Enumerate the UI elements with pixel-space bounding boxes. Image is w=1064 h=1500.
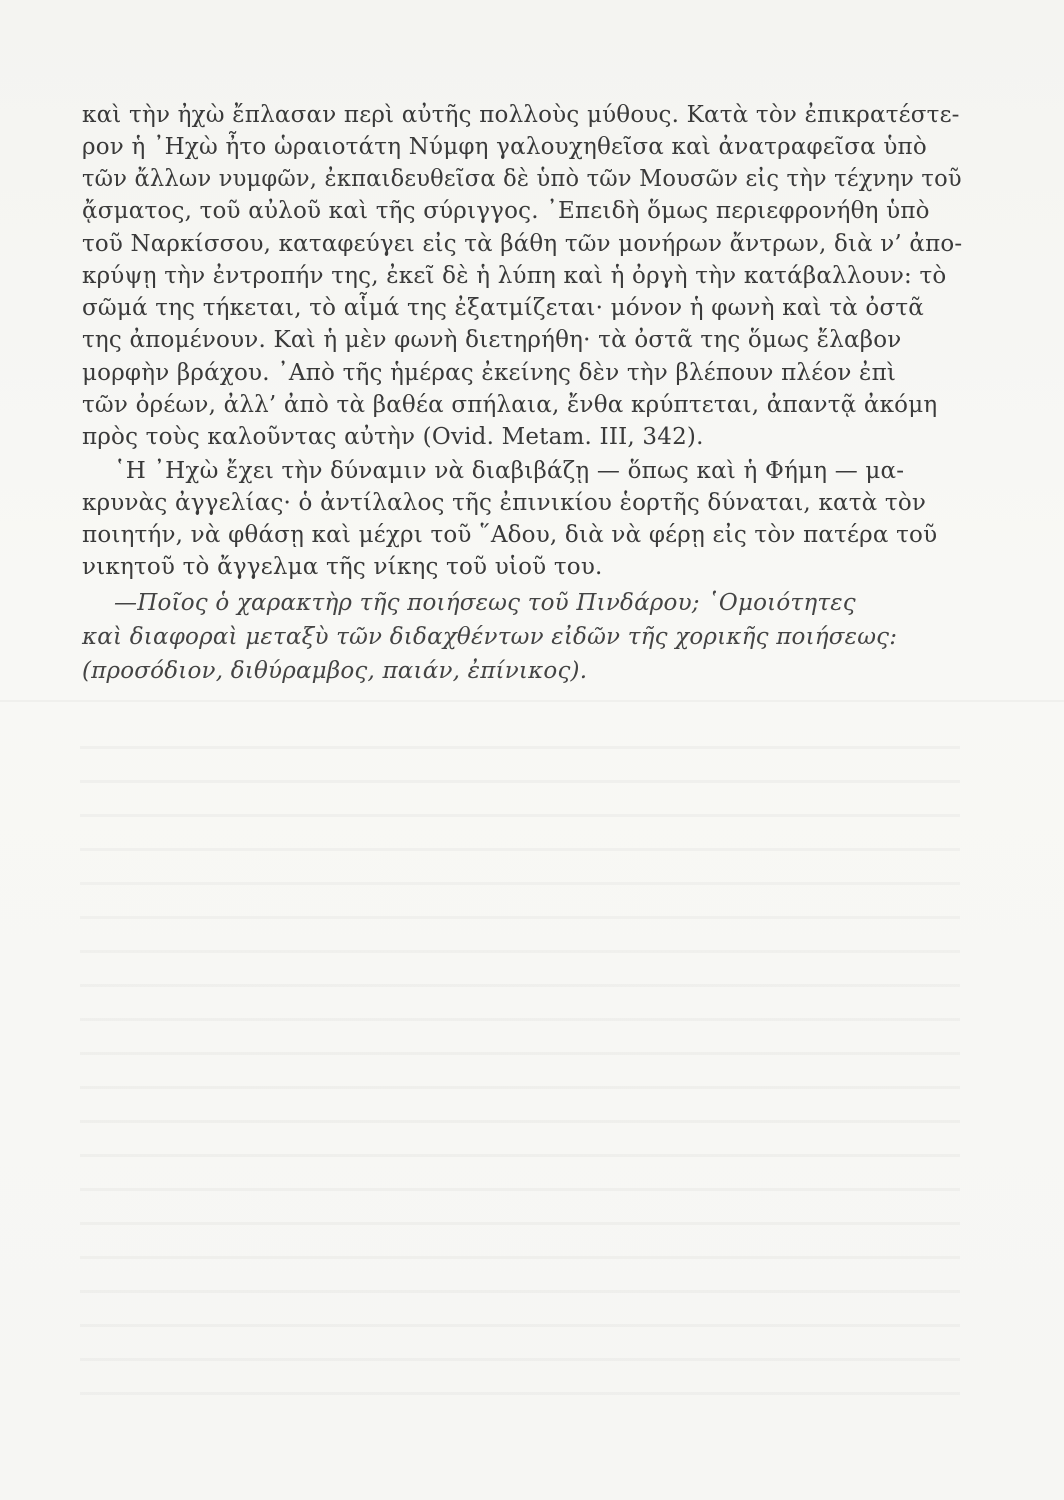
question-line-1: —Ποῖος ὁ χαρακτὴρ τῆς ποιήσεως τοῦ Πινδάρου; ῾Ομοιότητες [114, 590, 856, 616]
paragraph-2-line-2: κρυνὰς ἀγγελίας· ὁ ἀντίλαλος τῆς ἐπινικίου ἑορτῆς δύναται, κατὰ τὸν [82, 490, 927, 516]
paragraph-2-line-3: ποιητήν, νὰ φθάσῃ καὶ μέχρι τοῦ ῞Αδου, διὰ νὰ φέρῃ εἰς τὸν πατέρα τοῦ [82, 522, 938, 548]
text-line-5: τοῦ Ναρκίσσου, καταφεύγει εἰς τὰ βάθη τῶν μονήρων ἄντρων, διὰ ν’ ἀπο- [82, 231, 963, 257]
paragraph-2-line-4: νικητοῦ τὸ ἄγγελμα τῆς νίκης τοῦ υἱοῦ του. [82, 554, 603, 580]
paragraph-2-line-1: ῾Η ᾿Ηχὼ ἔχει τὴν δύναμιν νὰ διαβιβάζῃ — ὅπως καὶ ἡ Φήμη — μα- [114, 458, 905, 484]
page-fold-shadow [0, 700, 1064, 702]
question-line-3: (προσόδιον, διθύραμβος, παιάν, ἐπίνικος). [82, 658, 588, 684]
text-line-8: της ἀπομένουν. Καὶ ἡ μὲν φωνὴ διετηρήθη· τὰ ὀστᾶ της ὅμως ἔλαβον [82, 327, 902, 353]
text-line-11: πρὸς τοὺς καλοῦντας αὐτὴν (Ovid. Metam. III, 342). [82, 424, 704, 450]
bleed-through-text [80, 720, 960, 1420]
text-line-3: τῶν ἄλλων νυμφῶν, ἐκπαιδευθεῖσα δὲ ὑπὸ τῶν Μουσῶν εἰς τὴν τέχνην τοῦ [82, 166, 962, 192]
text-line-6: κρύψῃ τὴν ἐντροπήν της, ἐκεῖ δὲ ἡ λύπη καὶ ἡ ὀργὴ τὴν κατάβαλλουν: τὸ [82, 263, 947, 289]
text-line-1: καὶ τὴν ἠχὼ ἔπλασαν περὶ αὐτῆς πολλοὺς μύθους. Κατὰ τὸν ἐπικρατέστε- [82, 102, 960, 128]
text-line-2: ρον ἡ ᾿Ηχὼ ἦτο ὡραιοτάτη Νύμφη γαλουχηθεῖσα καὶ ἀνατραφεῖσα ὑπὸ [82, 134, 927, 160]
text-line-4: ᾄσματος, τοῦ αὐλοῦ καὶ τῆς σύριγγος. ᾿Επειδὴ ὅμως περιεφρονήθη ὑπὸ [82, 198, 930, 224]
text-line-7: σῶμά της τήκεται, τὸ αἷμά της ἐξατμίζεται· μόνον ἡ φωνὴ καὶ τὰ ὀστᾶ [82, 295, 925, 321]
question-line-2: καὶ διαφοραὶ μεταξὺ τῶν διδαχθέντων εἰδῶν τῆς χορικῆς ποιήσεως: [82, 624, 898, 650]
text-line-10: τῶν ὀρέων, ἀλλ’ ἀπὸ τὰ βαθέα σπήλαια, ἔνθα κρύπτεται, ἀπαντᾷ ἀκόμη [82, 392, 938, 418]
text-line-9: μορφὴν βράχου. ᾿Απὸ τῆς ἡμέρας ἐκείνης δὲν τὴν βλέπουν πλέον ἐπὶ [82, 360, 897, 386]
